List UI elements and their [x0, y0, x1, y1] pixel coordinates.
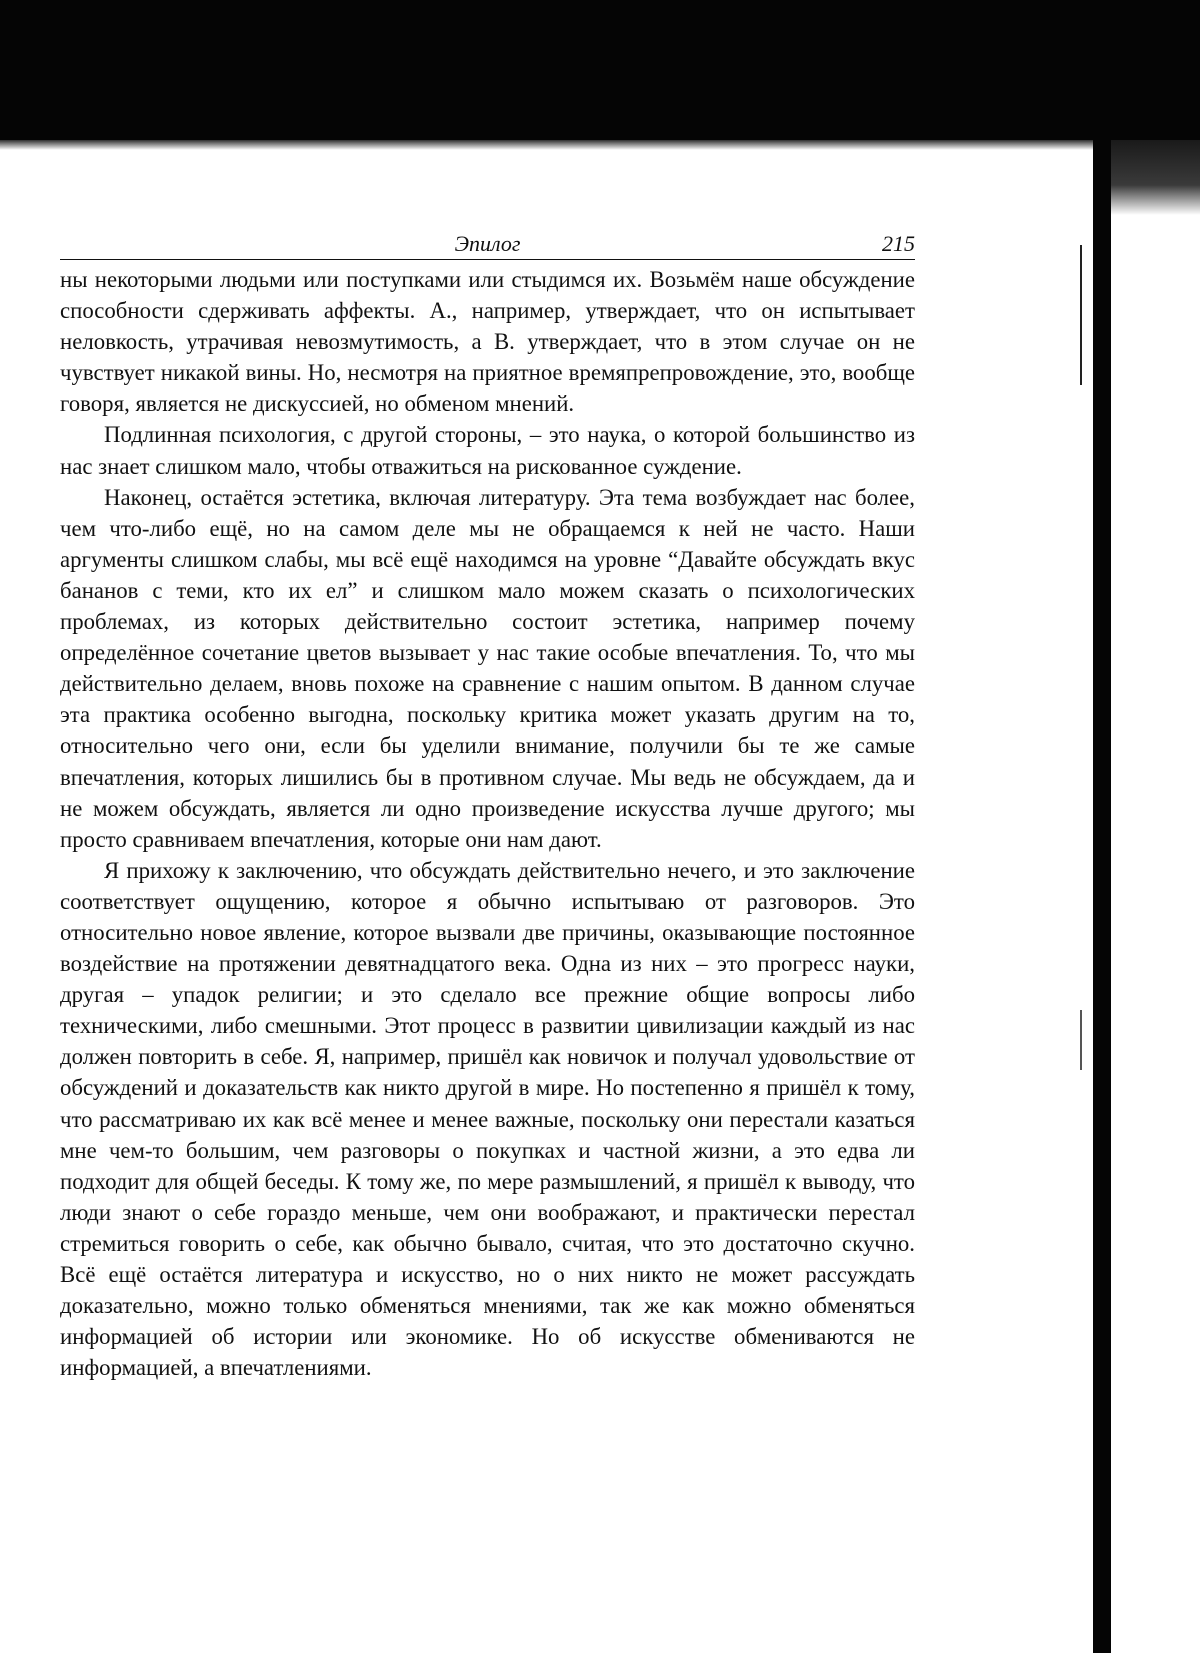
book-page: [60, 225, 915, 1383]
page-number: 215: [882, 231, 915, 256]
paragraph: Я прихожу к заключению, что обсуждать действительно нечего, и это заключение соответствует ощущению, которое я обычно испытываю от разговоров. Это относительно новое явление, которое вызвали две причины, оказывающие постоянное воздействие на протяжении девятнадцатого века. Одна из них – это прогресс науки, другая – упадок религии; и это сделало все прежние общие вопросы либо техническими, либо смешными. Этот процесс в развитии цивилизации каждый из нас должен повторить в себе. Я, например, пришёл как новичок и получал удовольствие от обсуждений и доказательств как никто другой в мире. Но постепенно я пришёл к тому, что рассматриваю их как всё менее и менее важные, поскольку они перестали казаться мне чем-то большим, чем разговоры о покупках и частной жизни, а это едва ли подходит для общей беседы. К тому же, по мере размышлений, я пришёл к выводу, что люди знают о себе гораздо меньше, чем они воображают, и практически перестал стремиться говорить о себе, как обычно бывало, считая, что это достаточно скучно. Всё ещё остаётся литература и искусство, но о них никто не может рассуждать доказательно, можно только обменяться мнениями, так же как можно обменяться информацией об истории или экономике. Но об искусстве обмениваются не информацией, а впечатлениями.: [60, 857, 915, 1381]
running-title: Эпилог: [454, 231, 521, 256]
paragraph: Подлинная психология, с другой стороны, – это наука, о которой большинство из нас знает слишком мало, чтобы отважиться на рискованное суждение.: [60, 422, 915, 479]
paragraph: ны некоторыми людьми или поступками или стыдимся их. Возьмём наше обсуждение способности сдерживать аффекты. А., например, утверждает, что он испытывает неловкость, утрачивая невозмутимость, а В. утверждает, что в этом случае он не чувствует никакой вины. Но, несмотря на приятное времяпрепровождение, это, вообще говоря, является не дискуссией, но обменом мнений.: [60, 267, 915, 417]
scan-dark-right-bar: [1093, 140, 1111, 1653]
scan-margin-line: [1080, 1010, 1082, 1070]
scan-right-shadow: [1111, 140, 1200, 215]
running-header: [60, 225, 915, 260]
scan-dark-top-band: [0, 0, 1200, 140]
paragraph: Наконец, остаётся эстетика, включая литературу. Эта тема возбуждает нас более, чем что-либо ещё, но на самом деле мы не обращаемся к ней не часто. Наши аргументы слишком слабы, мы всё ещё находимся на уровне “Давайте обсуждать вкус бананов с теми, кто их ел” и слишком мало можем сказать о психологических проблемах, из которых действительно состоит эстетика, например почему определённое сочетание цветов вызывает у нас такие особые впечатления. То, что мы действительно делаем, вновь похоже на сравнение с нашим опытом. В данном случае эта практика особенно выгодна, поскольку критика может указать другим на то, относительно чего они, если бы уделили внимание, получили бы те же самые впечатления, которых лишились бы в противном случае. Мы ведь не обсуждаем, да и не можем обсуждать, является ли одно произведение искусства лучше другого; мы просто сравниваем впечатления, которые они нам дают.: [60, 484, 915, 852]
scan-dark-top-edge: [0, 120, 1200, 150]
body-text: [60, 264, 915, 1383]
scan-margin-line: [1080, 245, 1082, 385]
